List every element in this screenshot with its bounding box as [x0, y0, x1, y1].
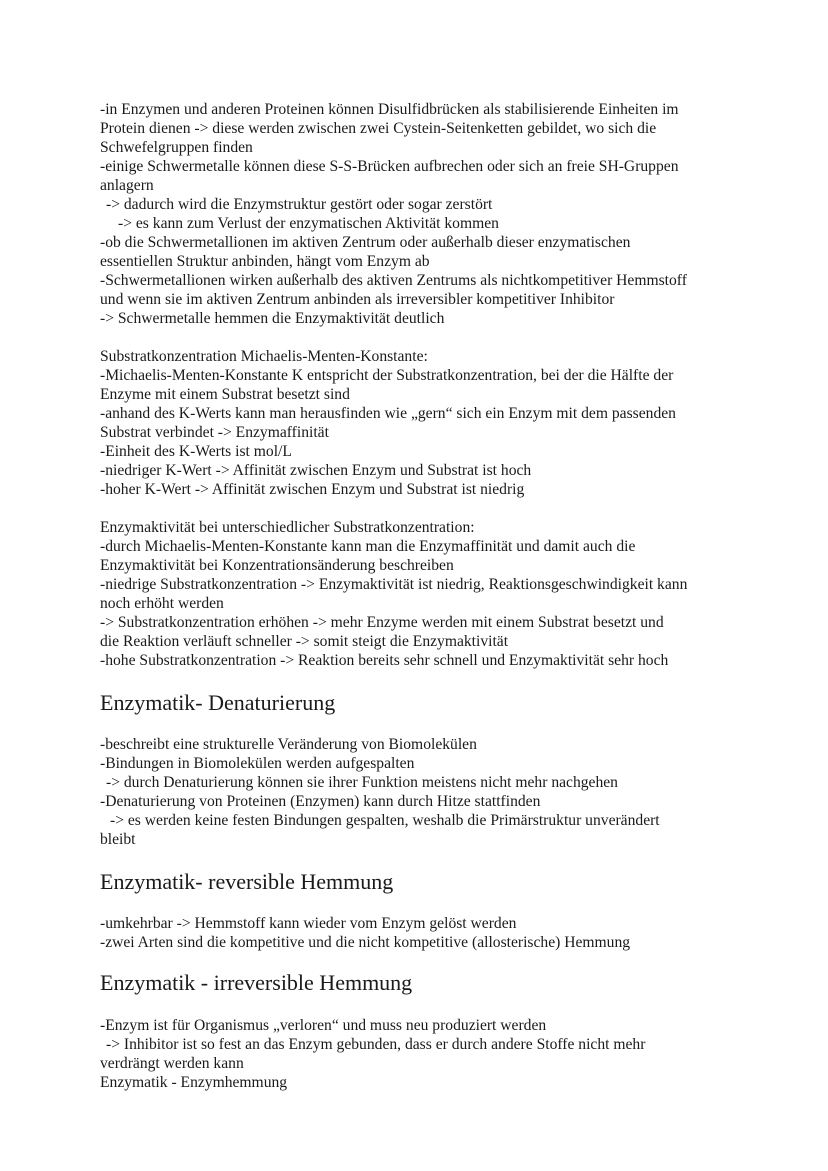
section-heading: Enzymatik- Denaturierung [100, 690, 336, 715]
text-line: -Bindungen in Biomolekülen werden aufgespalten [100, 755, 415, 772]
text-line: anlagern [100, 177, 154, 194]
text-line: Schwefelgruppen finden [100, 139, 253, 156]
text-line: -ob die Schwermetallionen im aktiven Zentrum oder außerhalb dieser enzymatischen [100, 234, 631, 251]
text-line: -Einheit des K-Werts ist mol/L [100, 443, 292, 460]
text-line: -> Inhibitor ist so fest an das Enzym gebunden, dass er durch andere Stoffe nicht mehr [106, 1036, 646, 1053]
section-heading: Enzymatik - irreversible Hemmung [100, 970, 413, 995]
text-line: die Reaktion verläuft schneller -> somit steigt die Enzymaktivität [100, 633, 509, 650]
text-line: Enzymaktivität bei Konzentrationsänderung beschreiben [100, 557, 454, 574]
text-line: -> dadurch wird die Enzymstruktur gestört oder sogar zerstört [106, 196, 493, 213]
text-line: -einige Schwermetalle können diese S-S-Brücken aufbrechen oder sich an freie SH-Gruppen [100, 158, 679, 175]
text-line: -durch Michaelis-Menten-Konstante kann man die Enzymaffinität und damit auch die [100, 538, 636, 555]
text-line: -Denaturierung von Proteinen (Enzymen) kann durch Hitze stattfinden [100, 793, 541, 810]
text-line: -anhand des K-Werts kann man herausfinden wie „gern“ sich ein Enzym mit dem passenden [100, 405, 676, 422]
text-line: essentiellen Struktur anbinden, hängt vom Enzym ab [100, 253, 430, 270]
text-line: Substratkonzentration Michaelis-Menten-Konstante: [100, 348, 428, 365]
text-line: Enzyme mit einem Substrat besetzt sind [100, 386, 350, 403]
text-line: -> Substratkonzentration erhöhen -> mehr Enzyme werden mit einem Substrat besetzt und [100, 614, 664, 631]
section-heading: Enzymatik- reversible Hemmung [100, 869, 394, 894]
text-line: Protein dienen -> diese werden zwischen zwei Cystein-Seitenketten gebildet, wo sich die [100, 120, 657, 137]
text-line: -in Enzymen und anderen Proteinen können Disulfidbrücken als stabilisierende Einheiten im [100, 101, 679, 118]
text-line: Enzymatik - Enzymhemmung [100, 1074, 288, 1091]
text-line: Enzymaktivität bei unterschiedlicher Substratkonzentration: [100, 519, 475, 536]
text-line: -hohe Substratkonzentration -> Reaktion bereits sehr schnell und Enzymaktivität sehr hoch [100, 652, 669, 669]
text-line: bleibt [100, 831, 136, 848]
text-line: verdrängt werden kann [100, 1055, 244, 1072]
text-line: -> es werden keine festen Bindungen gespalten, weshalb die Primärstruktur unverändert [110, 812, 660, 829]
text-line: -niedrige Substratkonzentration -> Enzymaktivität ist niedrig, Reaktionsgeschwindigkeit kann [100, 576, 688, 593]
text-line: -zwei Arten sind die kompetitive und die nicht kompetitive (allosterische) Hemmung [100, 934, 631, 951]
text-line: Substrat verbindet -> Enzymaffinität [100, 424, 329, 441]
text-line: -beschreibt eine strukturelle Veränderung von Biomolekülen [100, 736, 477, 753]
text-line: -niedriger K-Wert -> Affinität zwischen Enzym und Substrat ist hoch [100, 462, 532, 479]
text-line: -Michaelis-Menten-Konstante K entspricht der Substratkonzentration, bei der die Hälfte der [100, 367, 674, 384]
text-line: -> Schwermetalle hemmen die Enzymaktivität deutlich [100, 310, 445, 327]
text-line: -> durch Denaturierung können sie ihrer Funktion meistens nicht mehr nachgehen [106, 774, 618, 791]
text-line: und wenn sie im aktiven Zentrum anbinden als irreversibler kompetitiver Inhibitor [100, 291, 615, 308]
text-line: -umkehrbar -> Hemmstoff kann wieder vom Enzym gelöst werden [100, 915, 517, 932]
text-line: -hoher K-Wert -> Affinität zwischen Enzym und Substrat ist niedrig [100, 481, 525, 498]
text-line: noch erhöht werden [100, 595, 224, 612]
text-line: -> es kann zum Verlust der enzymatischen Aktivität kommen [118, 215, 499, 232]
text-line: -Enzym ist für Organismus „verloren“ und muss neu produziert werden [100, 1017, 547, 1034]
text-line: -Schwermetallionen wirken außerhalb des aktiven Zentrums als nichtkompetitiver Hemmstoff [100, 272, 687, 289]
